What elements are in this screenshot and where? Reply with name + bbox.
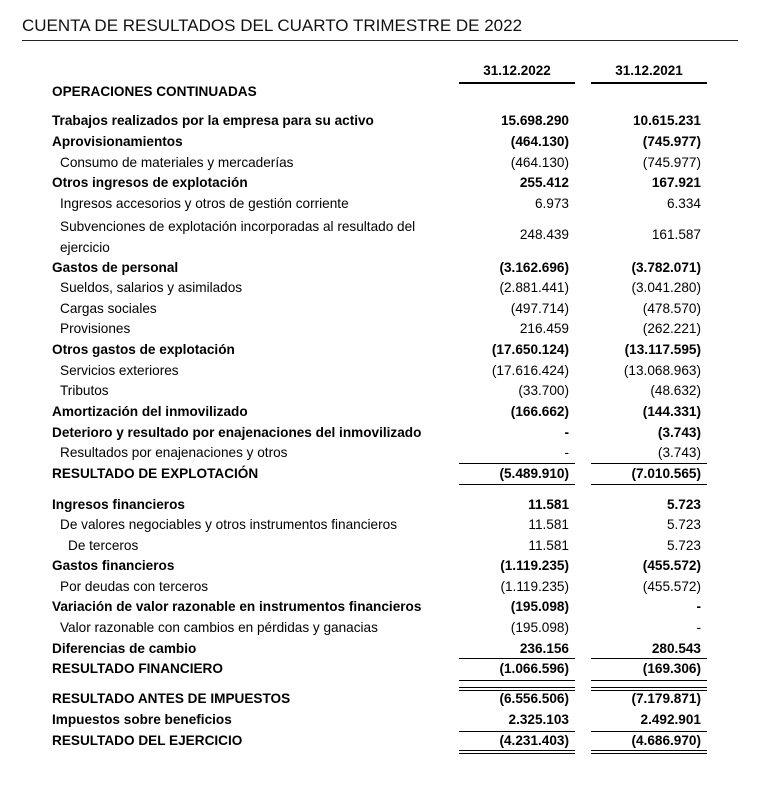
row-label: Aprovisionamientos <box>52 134 183 149</box>
row-label: Provisiones <box>60 321 131 336</box>
value-2021: (3.041.280) <box>631 280 701 295</box>
value-2022: 11.581 <box>528 538 569 553</box>
value-2022: (166.662) <box>510 404 569 419</box>
value-2022: (1.119.235) <box>500 558 569 573</box>
row-label: Por deudas con terceros <box>60 579 209 594</box>
value-2021: (3.743) <box>657 425 701 440</box>
row-label: RESULTADO DEL EJERCICIO <box>52 733 243 748</box>
value-2021: 6.334 <box>666 196 701 211</box>
row-label: De terceros <box>68 538 139 553</box>
subtotal-rule <box>459 731 575 732</box>
subtotal-rule <box>459 658 575 659</box>
row-label: Resultados por enajenaciones y otros <box>60 445 288 460</box>
value-2021: (4.686.970) <box>631 733 701 748</box>
value-2021: (262.221) <box>642 321 701 336</box>
value-2022: 248.439 <box>519 227 569 242</box>
row-label: Deterioro y resultado por enajenaciones del inmovilizado <box>52 425 422 440</box>
value-2022: (195.098) <box>510 620 569 635</box>
value-2022: (5.489.910) <box>499 466 569 481</box>
value-2022: 255.412 <box>519 175 569 190</box>
value-2022: 2.325.103 <box>508 712 569 727</box>
row-label: RESULTADO FINANCIERO <box>52 661 223 676</box>
value-2021: 2.492.901 <box>640 712 701 727</box>
value-2022: 15.698.290 <box>500 113 569 128</box>
value-2022: (3.162.696) <box>499 260 569 275</box>
row-label: Gastos de personal <box>52 260 179 275</box>
value-2022: (6.556.506) <box>499 691 569 706</box>
value-2021: (745.977) <box>642 134 701 149</box>
value-2022: 236.156 <box>519 641 569 656</box>
value-2022: (195.098) <box>510 599 569 614</box>
value-2021: (478.570) <box>642 301 701 316</box>
value-2022: (464.130) <box>510 155 569 170</box>
double-rule <box>591 690 707 691</box>
value-2022: (464.130) <box>510 134 569 149</box>
row-label: Otros ingresos de explotación <box>52 175 248 190</box>
value-2022: (33.700) <box>518 383 569 398</box>
value-2021: 280.543 <box>651 641 701 656</box>
row-label: Trabajos realizados por la empresa para su activo <box>52 113 374 128</box>
row-label: Sueldos, salarios y asimilados <box>60 280 243 295</box>
value-2022: (17.616.424) <box>491 363 569 378</box>
value-2021: 10.615.231 <box>632 113 701 128</box>
row-label: RESULTADO ANTES DE IMPUESTOS <box>52 691 291 706</box>
value-2022: 216.459 <box>519 321 569 336</box>
value-2021: 167.921 <box>651 175 701 190</box>
subtotal-rule <box>459 463 575 464</box>
value-2021: (169.306) <box>642 661 701 676</box>
total-rule <box>459 680 575 681</box>
value-2021: 5.723 <box>666 538 701 553</box>
double-rule <box>459 687 575 688</box>
value-2022: (4.231.403) <box>499 733 569 748</box>
value-2021: 161.587 <box>651 227 701 242</box>
value-2022: 11.581 <box>528 517 569 532</box>
row-label: Diferencias de cambio <box>52 641 197 656</box>
value-2021: (745.977) <box>642 155 701 170</box>
double-rule <box>591 753 707 754</box>
double-rule <box>459 753 575 754</box>
double-rule <box>459 750 575 751</box>
value-2022: (1.119.235) <box>500 579 569 594</box>
row-label: Valor razonable con cambios en pérdidas y ganacias <box>60 620 378 635</box>
value-2021: (455.572) <box>642 579 701 594</box>
value-2021: - <box>696 599 701 614</box>
subtotal-rule <box>591 463 707 464</box>
value-2021: (3.782.071) <box>631 260 701 275</box>
double-rule <box>459 690 575 691</box>
double-rule <box>591 750 707 751</box>
row-label: Otros gastos de explotación <box>52 342 235 357</box>
total-rule <box>591 484 707 485</box>
value-2022: (2.881.441) <box>499 280 569 295</box>
row-label: Impuestos sobre beneficios <box>52 712 232 727</box>
value-2021: (48.632) <box>650 383 701 398</box>
row-label: RESULTADO DE EXPLOTACIÓN <box>52 466 259 481</box>
subtotal-rule <box>591 731 707 732</box>
value-2022: - <box>564 425 569 440</box>
subtotal-rule <box>591 658 707 659</box>
value-2021: (7.179.871) <box>631 691 701 706</box>
row-label: Ingresos financieros <box>52 497 185 512</box>
value-2021: (13.068.963) <box>623 363 701 378</box>
value-2022: (17.650.124) <box>491 342 569 357</box>
row-label: Tributos <box>60 383 109 398</box>
row-label: De valores negociables y otros instrumentos financieros <box>60 517 397 532</box>
value-2021: (3.743) <box>657 445 701 460</box>
document-title: CUENTA DE RESULTADOS DEL CUARTO TRIMESTRE DE 2022 <box>22 16 738 41</box>
row-label: Subvenciones de explotación incorporadas al resultado del ejercicio <box>60 219 416 255</box>
value-2021: 5.723 <box>666 517 701 532</box>
row-label: Consumo de materiales y mercaderías <box>60 155 294 170</box>
value-2021: 5.723 <box>666 497 701 512</box>
value-2021: (144.331) <box>642 404 701 419</box>
value-2022: (497.714) <box>510 301 569 316</box>
row-label: OPERACIONES CONTINUADAS <box>52 84 257 99</box>
value-2022: - <box>564 445 569 460</box>
value-2021: - <box>696 620 701 635</box>
total-rule <box>591 680 707 681</box>
value-2022: (1.066.596) <box>499 661 569 676</box>
value-2021: (7.010.565) <box>631 466 701 481</box>
row-label: Servicios exteriores <box>60 363 179 378</box>
value-2021: (13.117.595) <box>624 342 701 357</box>
total-rule <box>459 484 575 485</box>
column-header-2022: 31.12.2022 <box>459 62 575 84</box>
row-label: Ingresos accesorios y otros de gestión corriente <box>60 196 349 211</box>
double-rule <box>591 687 707 688</box>
column-header-2021: 31.12.2021 <box>591 62 707 84</box>
row-label: Variación de valor razonable en instrumentos financieros <box>52 599 422 614</box>
value-2022: 11.581 <box>528 497 569 512</box>
row-label: Amortización del inmovilizado <box>52 404 248 419</box>
value-2021: (455.572) <box>642 558 701 573</box>
value-2022: 6.973 <box>534 196 569 211</box>
row-label: Cargas sociales <box>60 301 157 316</box>
row-label: Gastos financieros <box>52 558 175 573</box>
